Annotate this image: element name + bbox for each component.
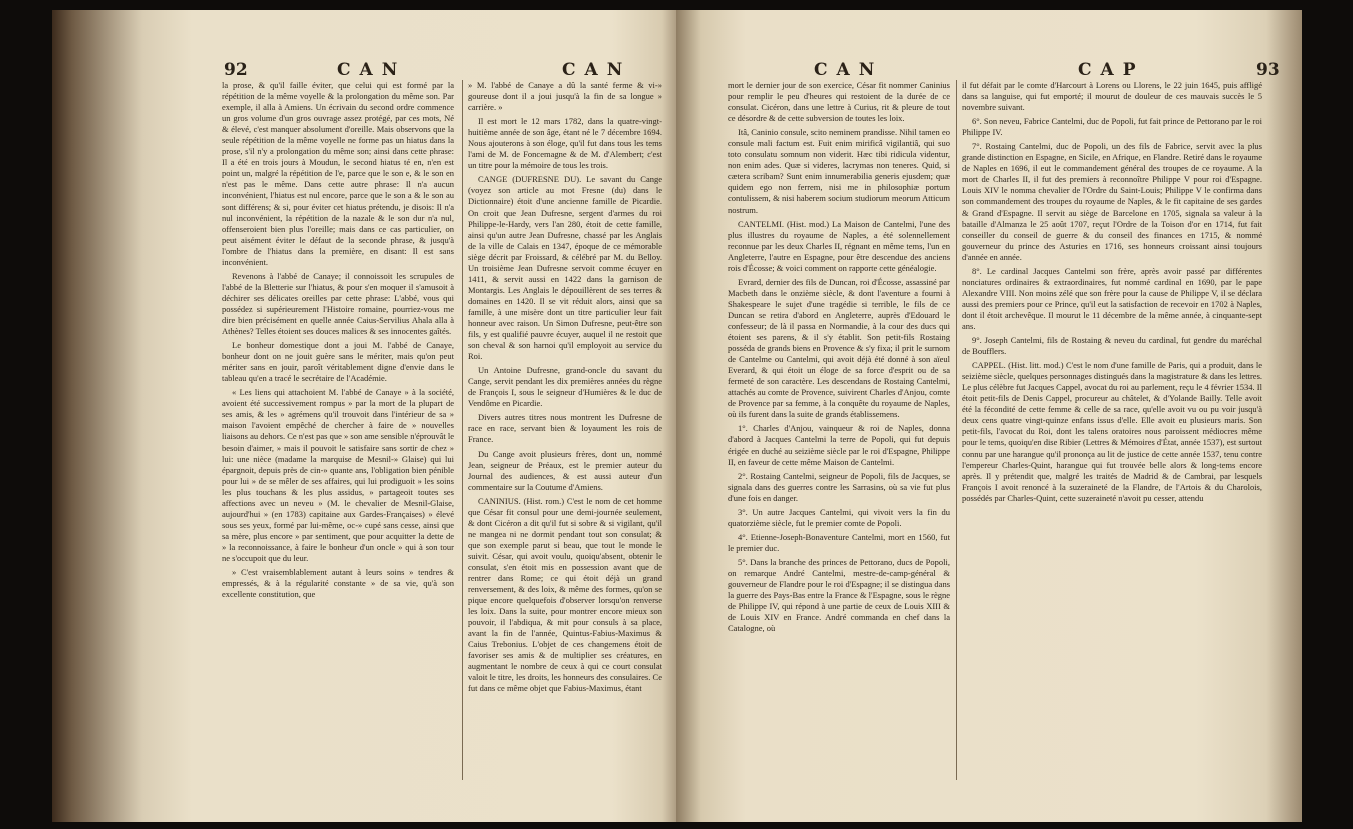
paragraph: Itâ, Caninio consule, scito neminem prandisse. Nihil tamen eo consule mali factum est. Fuit enim mirificâ vigilantiâ, qui suo toto consulatu somnum non viderit. Hæc tibi ridicula videntur, non enim ades. Quæ si videres, lacrymas non teneres. Quid, si cætera scribam? Sunt enim innumerabilia generis ejusdem; quæ quidem ego non ferrem, nisi me in philosophiæ portum contulissem, & nisi haberem socium studiorum meorum Atticum nostrum. <box>728 127 950 215</box>
right-column-1 <box>728 80 950 780</box>
paragraph: 6°. Son neveu, Fabrice Cantelmi, duc de Popoli, fut fait prince de Pettorano par le roi Philippe IV. <box>962 116 1262 138</box>
paragraph: Du Cange avoit plusieurs frères, dont un, nommé Jean, seigneur de Préaux, est le premier auteur du Journal des audiences, & est aussi auteur d'un commentaire sur la Coutume d'Amiens. <box>468 448 662 492</box>
page-number-left: 92 <box>224 60 248 80</box>
paragraph: CANINIUS. (Hist. rom.) C'est le nom de cet homme que César fit consul pour une demi-journée seulement, & dont Cicéron a dit qu'il fut si sobre & si vigilant, qu'il ne mangea ni ne dormit pendant tout son consulat; & que son exemple parut si beau, que tout le monde le suivit. César, qui avoit voulu, quoiqu'absent, obtenir le consulat, s'en étoit mis en possession avant que de rentrer dans Rome; ce qui étoit déjà un grand renversement, & des loix, & même des formes, qu'on se pique encore quelquefois d'observer lorsqu'on renverse les loix. Dans la suite, pour montrer encore mieux son pouvoir, il l'abdiqua, & mit pour consuls à sa place, avant la fin de l'année, Quintus-Fabius-Maximus & Caius Trebonius. L'objet de ces changemens étoit de favoriser ses amis & de multiplier ses créatures, en augmentant le nombre de ceux à qui ce court consulat valoit le titre, les droits, les honneurs des consulaires. Ce fut dans ce même objet que Fabius-Maximus, étant <box>468 495 662 694</box>
paragraph: » C'est vraisemblablement autant à leurs soins » tendres & empressés, & à la régularité constante » de sa vie, qu'à son excellente constitution, que <box>222 567 454 600</box>
paragraph: Evrard, dernier des fils de Duncan, roi d'Écosse, assassiné par Macbeth dans le onzième siècle, & dont l'aventure a fourni à Shakespeare le sujet d'une tragédie si terrible, le fils de ce Duncan se retira d'abord en Angleterre, auprès d'Edouard le confesseur; de là il passa en Normandie, à la cour des ducs qui étoient ses parens, & il s'y établit. Son petit-fils Rostaing posséda de grands biens en Provence & s'y fixa; il prit le surnom de Cantelme ou Cantelmi, qui avoit déjà été donné à son aïeul Everard, & qui étoit un éloge de sa force d'esprit ou de sa fermeté de son caractère. Les descendans de Rostaing Cantelmi, attachés au comte de Provence, suivirent Charles d'Anjou, comte de Provence par sa femme, à la conquête du royaume de Naples, où ils furent dans la suite de grands établissemens. <box>728 276 950 420</box>
left-page <box>52 10 682 822</box>
paragraph: CAPPEL. (Hist. litt. mod.) C'est le nom d'une famille de Paris, qui a produit, dans le seizième siècle, quelques personnages distingués dans la magistrature & dans les lettres. Le plus célèbre fut Jacques Cappel, avocat du roi au parlement, reçu le 4 février 1534. Il étoit petit-fils de Denis Cappel, procureur au châtelet, & d'Yolande Bailly. Telle avoit été la fécondité de cette femme & celle de sa race, qu'elle avoit vu ou pu voir jusqu'à deux cens quatre vingt-quinze enfans issus d'elle. Elle avoit eu plusieurs maris. Son petit-fils, l'avocat du Roi, dont les talens oratoires nous paroissent médiocres même pour le tems, quoiqu'en dise Ribier (Lettres & Mémoires d'État, année 1537), est surtout connu par une harangue qu'il prononça au lit de justice de cette année 1537, tenu contre l'empereur Charles-Quint, harangue qui fut trouvée belle alors & long-tems encore après. Il y prétendit que, malgré les traités de Madrid & de Cambrai, par lesquels François I avoit renoncé à la suzeraineté de la Flandre, de l'Artois & du Charolois, possédés par Charles-Quint, cette suzeraineté n'avoit pu cesser, attendu <box>962 360 1263 503</box>
open-book <box>52 10 1302 825</box>
paragraph: mort le dernier jour de son exercice, César fit nommer Caninius pour remplir le peu d'heures qui restoient de la durée de ce consulat. Cicéron, dans une lettre à Curius, rit & pleure de tout ce désordre & de cette subversion de toutes les loix. <box>728 80 950 124</box>
paragraph: 4°. Etienne-Joseph-Bonaventure Cantelmi, mort en 1560, fut le premier duc. <box>728 531 950 553</box>
paragraph: Revenons à l'abbé de Canaye; il connoissoit les scrupules de l'abbé de la Bletterie sur l'hiatus, & pour s'en moquer il s'amusoit à déchirer ses délicates oreilles par cette phrase: L'abbé, vous qui possédez si supérieurement l'Histoire romaine, pourriez-vous me dire bien précisément en quelle année Caius-Servilius Ahala alla à Athènes? Telles étoient ses douces malices & ses innocentes gaîtés. <box>222 270 454 337</box>
paragraph: 5°. Dans la branche des princes de Pettorano, ducs de Popoli, on remarque André Cantelmi, mestre-de-camp-général & gouverneur de Flandre pour le roi d'Espagne; il se distingua dans la guerre des Pays-Bas entre la France & l'Espagne, sous le règne de Philippe IV, qui répond à une partie de ceux de Louis XIII & de Louis XIV en France. André commanda en chef dans la Catalogne, où <box>728 556 950 634</box>
column-rule <box>462 80 463 780</box>
running-head-left-col2: CAN <box>562 60 632 80</box>
right-page <box>676 10 1302 822</box>
right-column-2 <box>962 80 1262 780</box>
paragraph: Divers autres titres nous montrent les Dufresne de race en race, servant bien & loyaument les rois de France. <box>468 412 662 445</box>
paragraph: 3°. Un autre Jacques Cantelmi, qui vivoit vers la fin du quatorzième siècle, fut le premier comte de Popoli. <box>728 506 950 528</box>
column-rule <box>956 80 957 780</box>
running-head-right-col2: CAP <box>1078 60 1145 80</box>
paragraph: CANGE (DUFRESNE DU). Le savant du Cange (voyez son article au mot Fresne (du) dans le Dictionnaire) étoit d'une ancienne famille de Picardie. On croit que Jean Dufresne, sergent d'armes du roi Philippe-le-Hardy, vers l'an 280, étoit de cette famille, ainsi qu'un autre Jean Dufresne, chassé par les Anglais de la ville de Calais en 1347, époque de ce mémorable siège décrit par Froissard, & célébré par M. du Belloy. Un troisième Jean Dufresne servoit comme écuyer en 1411, & servit aussi en 1422 dans la garnison de Montargis. Les Anglais le dépouillèrent de ses terres & domaines en 1420. Il se vit réduit alors, ainsi que sa famille, à une misère dont un titre particulier leur fait honneur avec raison. Un Simon Dufresne, peut-être son fils, y est qualifié pauvre écuyer, auquel il ne restoit que son cheval & son harnoi qu'il employoit au service du Roi. <box>468 174 662 362</box>
paragraph: Le bonheur domestique dont a joui M. l'abbé de Canaye, bonheur dont on ne jouit guère sans le mériter, mais qu'on peut mériter sans en jouir, paroît véritablement digne d'envie dans le tableau qu'en a tracé le secrétaire de l'Académie. <box>222 340 454 384</box>
paragraph: 8°. Le cardinal Jacques Cantelmi son frère, après avoir passé par différentes nonciatures ordinaires & extraordinaires, fut nommé cardinal en 1690, par le pape Alexandre VIII. Non moins zélé que son frère pour la cause de Philippe V, il se déclara aussi des premiers pour ce Prince, qu'il eut la satisfaction de recevoir en 1702 à Naples, dont il étoit archevêque. Il mourut le 11 décembre de la même année, à cinquante-sept ans. <box>962 265 1262 331</box>
running-head-right-col1: CAN <box>814 60 884 80</box>
paragraph: la prose, & qu'il faille éviter, que celui qui est formé par la répétition de la même voyelle & la prolongation du même son. Par exemple, il alla à Amiens. Un écrivain du second ordre commence un gros volume d'un gros ouvrage assez protégé, par ces mots, Né & élevé, c'est manquer absolument d'oreille. Mais observons que la seule répétition de la même voyelle ne forme pas un hiatus dans la prose, s'il n'y a prolongation du même son; ainsi dans cette phrase: Il a été en trois jours à Moudun, le second hiatus té en, n'en est point un, malgré la répétition de l'e, parce que le son e, & le son en n'est pas le même. Dans cette autre phrase: Il n'a aucun inconvénient, l'hiatus est nul encore, parce que le son a & le son au sont différens; & si, pour éviter cet hiatus prétendu, je disois: Il n'a nul inconvénient, la répétition de la nazale & le son dur n'a nul, offenseroient bien plus l'oreille; mais dans ce cas particulier, on peut aisément éviter le défaut de la seconde phrase, & jusqu'à l'ombre de l'hiatus dans la première, en disant: Il est sans inconvénient. <box>222 80 454 267</box>
running-head-left-col1: CAN <box>337 60 407 80</box>
paragraph: 1°. Charles d'Anjou, vainqueur & roi de Naples, donna d'abord à Jacques Cantelmi la terre de Popoli, qui fut depuis érigée en duché au seizième siècle par le roi d'Espagne, Philippe II, en faveur de cette même Maison de Cantelmi. <box>728 423 950 467</box>
page-number-right: 93 <box>1256 60 1280 80</box>
paragraph: 2°. Rostaing Cantelmi, seigneur de Popoli, fils de Jacques, se signala dans des guerres contre les Sarrasins, où sa vie fut plus d'une fois en danger. <box>728 470 950 503</box>
paragraph: « Les liens qui attachoient M. l'abbé de Canaye » à la société, avoient été successivement rompus » par la mort de la plupart de ses amis, & les » agrémens qu'il trouvoit dans l'intérieur de sa » maison l'avoient empêché de chercher à faire de » nouvelles liaisons au dehors. Ce n'est pas que » son ame sensible n'éprouvât le besoin d'aimer, » mais il pouvoit le satisfaire sans sortir de chez » lui: une nièce (madame la marquise de Mesnil-» Glaise) qui lui épargnoit, depuis près de cin-» quante ans, l'obligation bien pénible pour lui » de se mêler de ses affaires, qui lui prodiguoit » les soins les plus touchans & les plus assidus, » partageoit toutes ses affections avec un neveu » (M. le chevalier de Mesnil-Glaise, aujourd'hui » (en 1783) capitaine aux Gardes-Françaises) » élevé sous ses yeux, formé par lui-même, oc-» cupé sans cesse, ainsi que sa mère, plus encore » par sentiment, que pour acquitter la dette de » la reconnoissance, à faire le bonheur d'un oncle » qui à son tour ne s'occupoit que du leur. <box>222 387 454 563</box>
left-column-1 <box>222 80 454 780</box>
paragraph: » M. l'abbé de Canaye a dû la santé ferme & vi-» goureuse dont il a joui jusqu'à la fin de sa longue » carrière. » <box>468 80 662 113</box>
left-column-2 <box>468 80 662 780</box>
paragraph: Un Antoine Dufresne, grand-oncle du savant du Cange, servit pendant les dix premières années du règne de François I, sous le seigneur d'Humières & le duc de Vendôme en Picardie. <box>468 365 662 409</box>
paragraph: 7°. Rostaing Cantelmi, duc de Popoli, un des fils de Fabrice, servit avec la plus grande distinction en Espagne, en Sicile, en Afrique, en Flandre. Retiré dans le royaume de Naples en 1696, il eut le commandement général des troupes de ce royaume. A la mort de Charles II, il fut des premiers à reconnoître Philippe V pour roi d'Espagne. Louis XIV le nomma chevalier de l'Ordre du Saint-Louis; Philippe V le confirma dans son commandement des troupes du royaume de Naples, & le fit capitaine de ses gardes & Grand d'Espagne. Il servit au siège de Barcelone en 1705, signala sa valeur à la bataille d'Almanza le 25 août 1707, reçut l'Ordre de la Toison d'or en 1714, fut fait conseiller du conseil de guerre & du conseil des finances en 1715, & nommé gouverneur du prince des Asturies en 1716, ses honneurs croissant ainsi toujours d'année en année. <box>962 141 1262 262</box>
paragraph: il fut défait par le comte d'Harcourt à Lorens ou Llorens, le 22 juin 1645, puis affligé dans sa languise, qui fut emporté; il mourut de douleur de ces mauvais succès le 5 novembre suivant. <box>962 80 1262 113</box>
paragraph: CANTELMI. (Hist. mod.) La Maison de Cantelmi, l'une des plus illustres du royaume de Naples, a été solennellement reconnue par les deux Charles II, régnant en même tems, l'un en Angleterre, l'autre en Espagne, pour être descendue des anciens rois d'Écosse; & voici comment on rapporte cette généalogie. <box>728 218 950 273</box>
paragraph: Il est mort le 12 mars 1782, dans la quatre-vingt-huitième année de son âge, étant né le 7 décembre 1694. Nous ajouterons à son éloge, qu'il fut dans tous les tems l'ami de M. de Foncemagne & de M. d'Alembert; c'est un titre pour la mémoire de tous les trois. <box>468 116 662 171</box>
paragraph: 9°. Joseph Cantelmi, fils de Rostaing & neveu du cardinal, fut gendre du maréchal de Boufflers. <box>962 335 1262 357</box>
